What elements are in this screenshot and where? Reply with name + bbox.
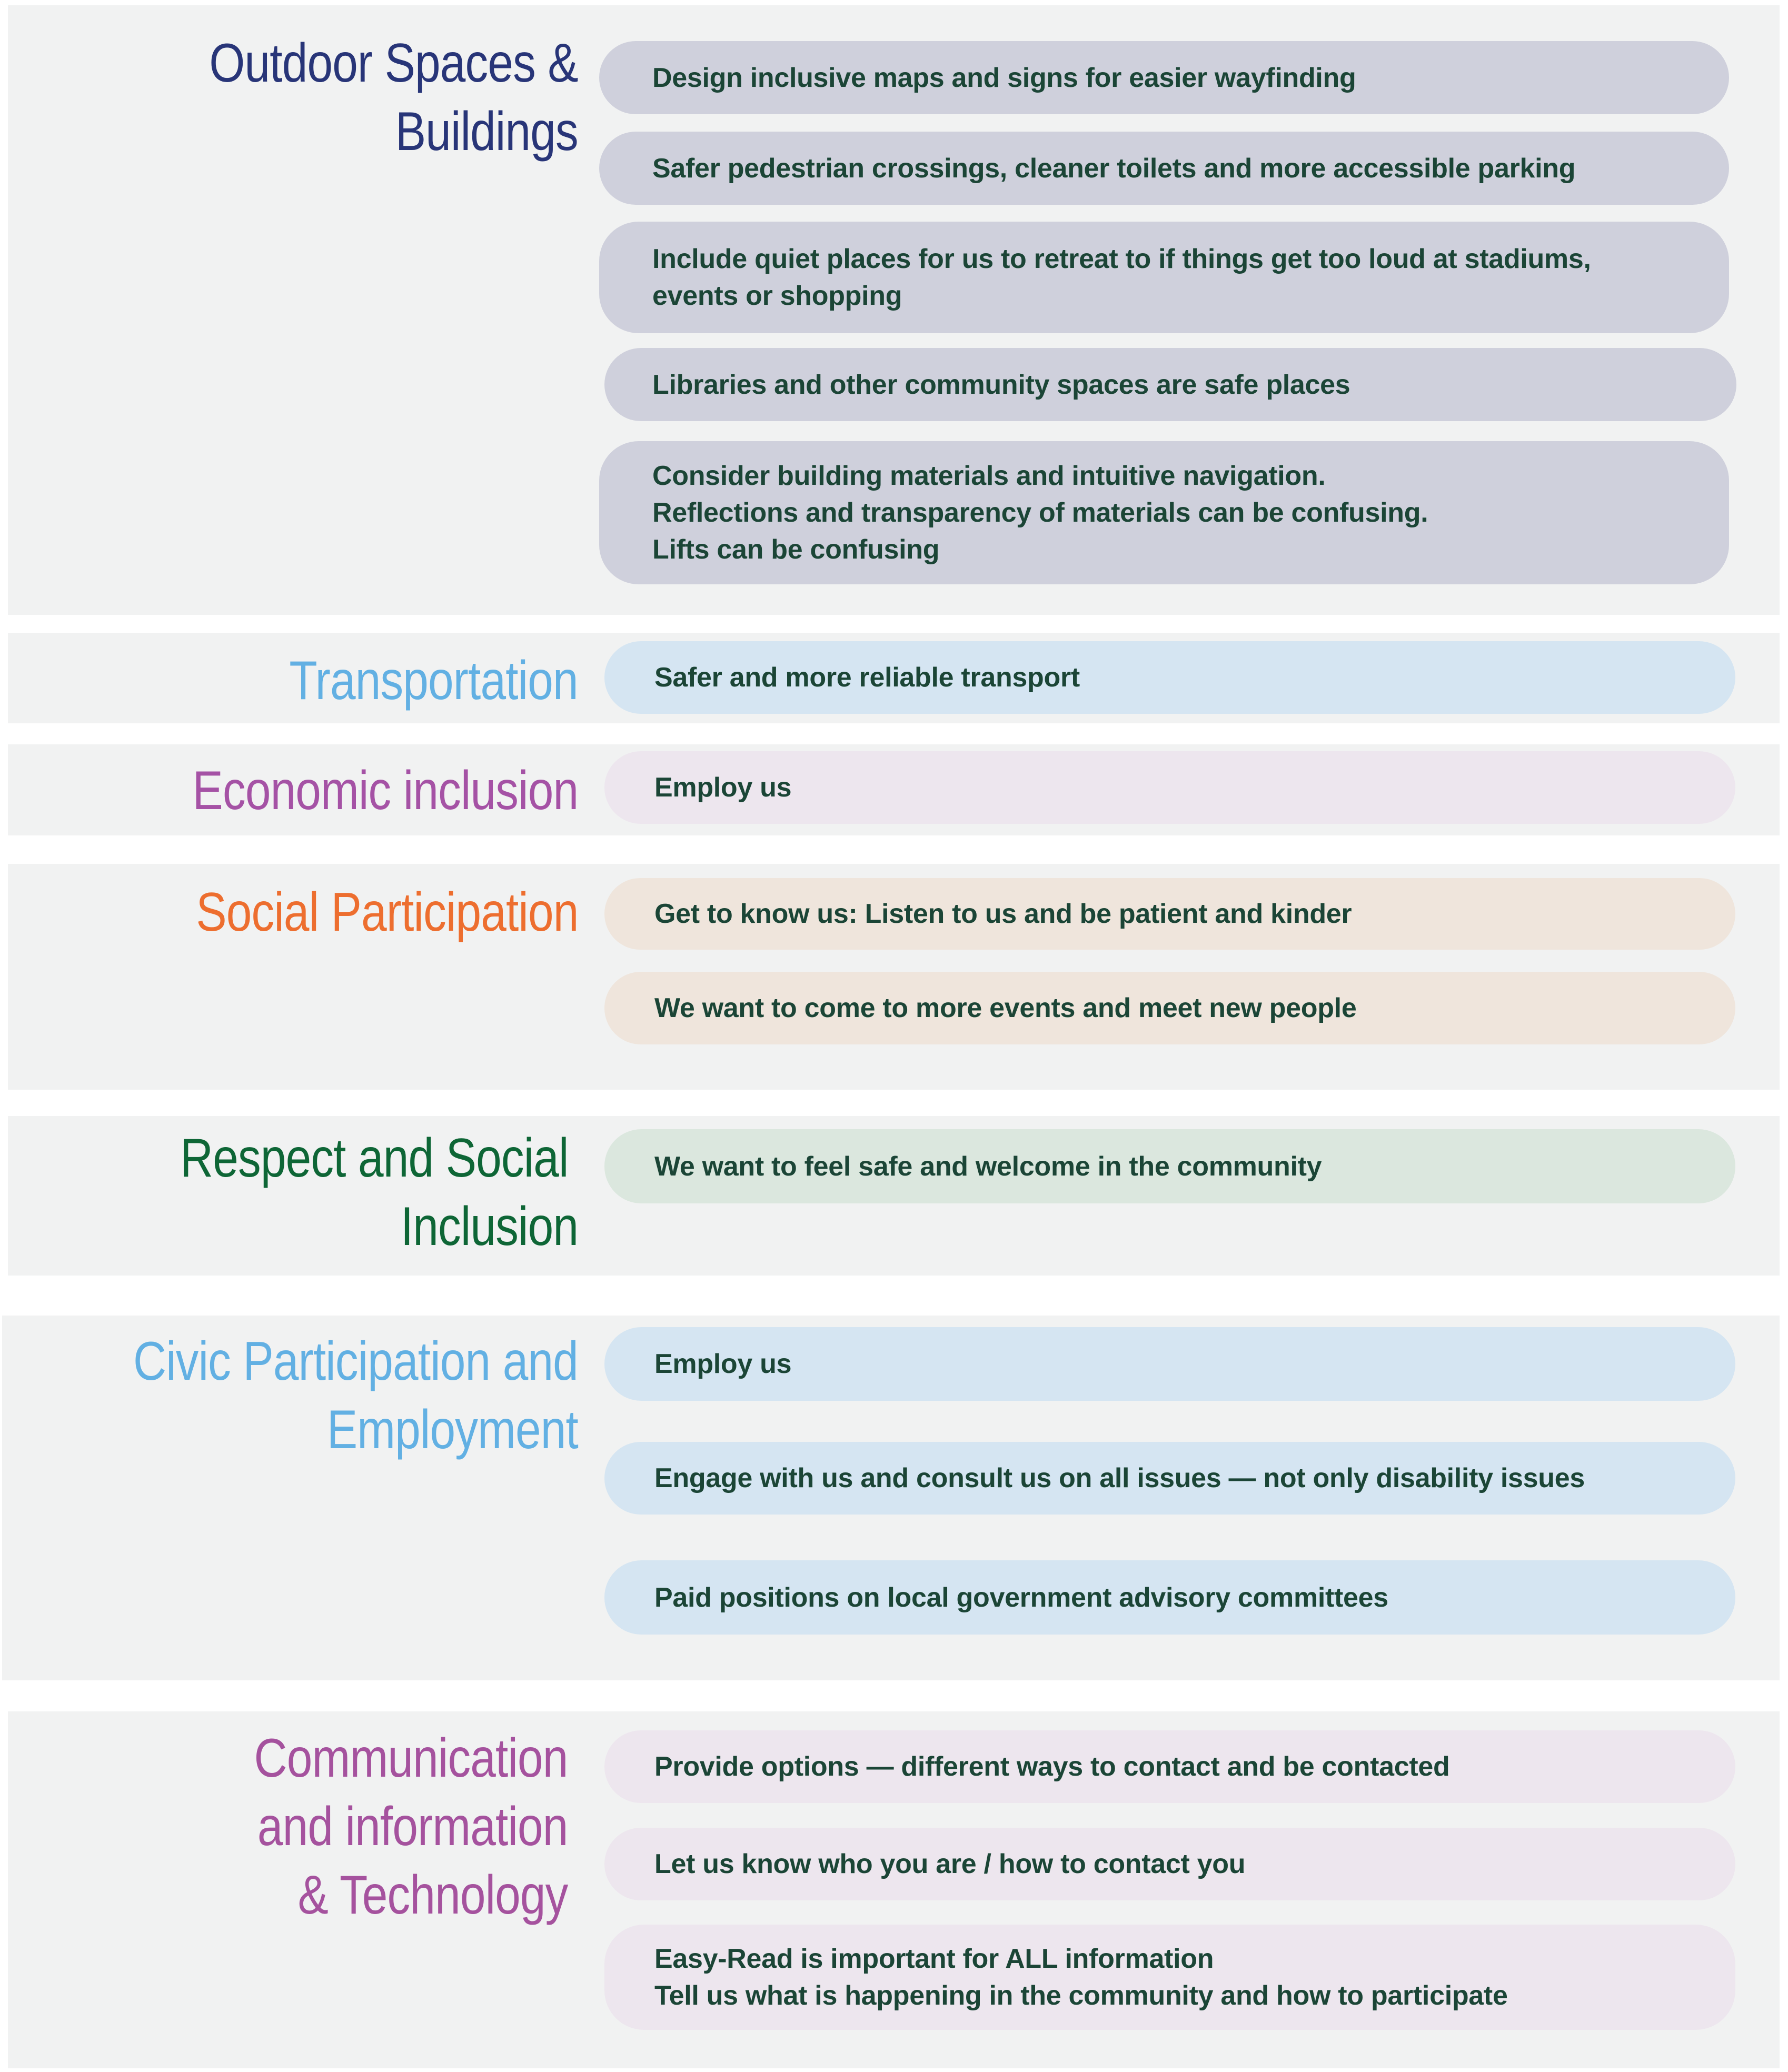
list-item — [604, 1129, 1735, 1203]
item-text: Tell us what is happening in the community and how to participate — [654, 1980, 1508, 2011]
section-title-respect-social-inclusion — [180, 1124, 578, 1261]
section-title-social-participation — [196, 878, 578, 947]
item-text: Design inclusive maps and signs for easier wayfinding — [652, 62, 1356, 93]
list-item — [604, 751, 1735, 824]
item-text: Safer and more reliable transport — [654, 662, 1080, 693]
title-line: Communication — [254, 1728, 568, 1789]
title-line: Outdoor Spaces & — [209, 33, 578, 94]
item-text: Provide options — different ways to contact and be contacted — [654, 1751, 1450, 1782]
section-title-communication — [254, 1724, 568, 1929]
item-text: Let us know who you are / how to contact you — [654, 1849, 1246, 1879]
title-line: and information — [257, 1796, 569, 1857]
list-item — [604, 1730, 1735, 1803]
title-line: Employment — [326, 1399, 578, 1460]
item-text: Employ us — [654, 1349, 792, 1379]
title-line: Inclusion — [400, 1196, 578, 1257]
title-line: Economic inclusion — [192, 760, 578, 821]
item-text: events or shopping — [652, 281, 902, 311]
section-title-transportation — [290, 646, 578, 715]
item-text: Include quiet places for us to retreat to if things get too loud at stadiums, — [652, 244, 1591, 274]
title-line: Buildings — [395, 101, 578, 162]
item-text: Libraries and other community spaces are safe places — [652, 369, 1350, 400]
list-item — [604, 878, 1735, 950]
list-item — [604, 641, 1735, 714]
section-title-outdoor-spaces — [210, 29, 578, 166]
list-item — [599, 222, 1729, 333]
item-text: Get to know us: Listen to us and be patient and kinder — [654, 899, 1352, 929]
list-item — [599, 132, 1729, 205]
item-text: Easy-Read is important for ALL information — [654, 1944, 1214, 1974]
list-item — [599, 441, 1729, 584]
item-text: We want to feel safe and welcome in the community — [654, 1151, 1322, 1182]
list-item — [604, 348, 1736, 421]
item-text: Lifts can be confusing — [652, 534, 940, 565]
item-text: We want to come to more events and meet new people — [654, 993, 1357, 1023]
list-item — [604, 1925, 1735, 2030]
list-item — [604, 1327, 1735, 1401]
item-text: Paid positions on local government advisory committees — [654, 1582, 1388, 1613]
title-line: Transportation — [289, 650, 578, 711]
title-line: Respect and Social — [180, 1128, 569, 1189]
section-title-civic-participation — [133, 1327, 578, 1464]
list-item — [604, 1560, 1735, 1635]
list-item — [604, 1442, 1735, 1515]
section-title-economic-inclusion — [192, 756, 578, 825]
item-text: Reflections and transparency of materials can be confusing. — [652, 497, 1428, 528]
title-line: Social Participation — [195, 882, 578, 943]
item-text: Safer pedestrian crossings, cleaner toilets and more accessible parking — [652, 153, 1576, 184]
title-line: Civic Participation and — [133, 1331, 578, 1392]
item-text: Employ us — [654, 772, 792, 803]
list-item — [604, 1828, 1735, 1900]
list-item — [604, 972, 1735, 1044]
item-text: Consider building materials and intuitive navigation. — [652, 461, 1326, 491]
item-text: Engage with us and consult us on all issues — not only disability issues — [654, 1463, 1585, 1493]
title-line: & Technology — [298, 1865, 568, 1926]
list-item — [599, 41, 1729, 114]
